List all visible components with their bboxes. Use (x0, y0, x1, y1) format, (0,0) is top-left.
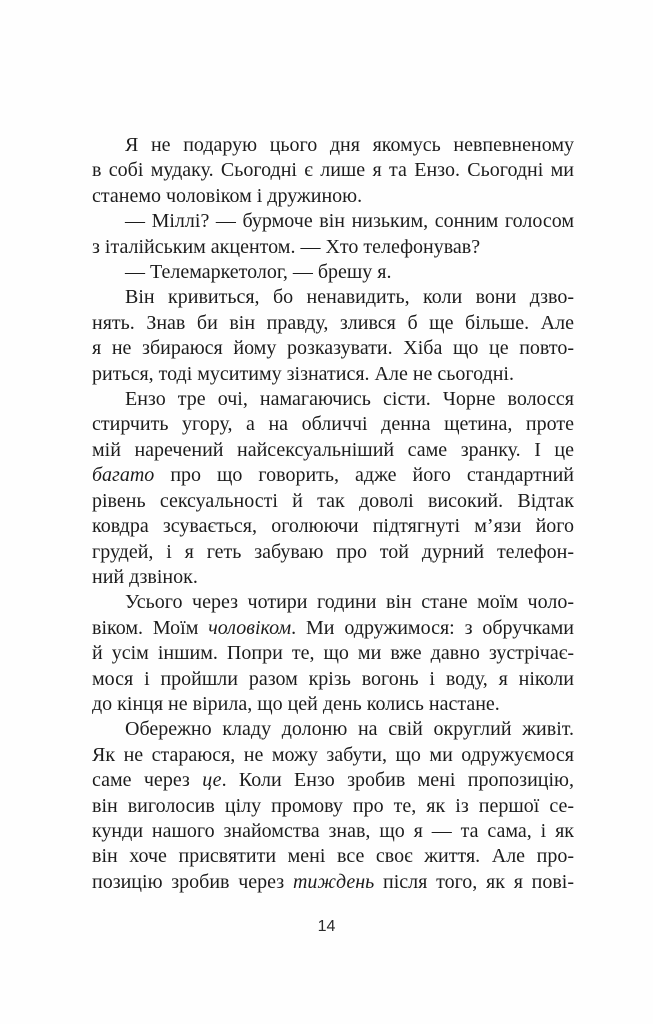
text-line (92, 387, 574, 412)
text-run: . Ми одружимося: з обручками (291, 616, 575, 639)
text-line (92, 158, 574, 183)
paragraph (92, 387, 574, 590)
text-run: — Телемаркетолог, — брешу я. (125, 261, 392, 284)
text-line (92, 641, 574, 666)
page-number: 14 (317, 918, 336, 935)
paragraph (92, 209, 574, 260)
text-line (92, 260, 574, 285)
italic-run: тиждень (292, 870, 375, 893)
text-run: віком. Моїм (92, 616, 209, 639)
text-run: риться, тоді муситиму зізнатися. Але не сьогодні. (92, 362, 514, 385)
text-run: грудей, і я геть забуваю про той дурний телефон- (92, 540, 574, 563)
text-run: саме через (92, 769, 203, 792)
paragraph (92, 590, 574, 717)
text-run: до кінця не вірила, що цей день колись настане. (92, 692, 500, 715)
text-run: . Коли Ензо зробив мені пропозицію, (221, 769, 574, 792)
text-run: ний дзвінок. (92, 565, 198, 588)
text-line (92, 616, 574, 641)
text-line (92, 844, 574, 869)
text-line (92, 489, 574, 514)
text-line (92, 412, 574, 437)
text-line (92, 540, 574, 565)
text-line (92, 336, 574, 361)
text-line (92, 717, 574, 742)
paragraph (92, 717, 574, 895)
text-line (92, 794, 574, 819)
text-line (92, 514, 574, 539)
text-line (92, 209, 574, 234)
text-line (92, 743, 574, 768)
text-line (92, 235, 574, 260)
text-line (92, 590, 574, 615)
text-line (92, 667, 574, 692)
text-run: станемо чоловіком і дружиною. (92, 184, 363, 207)
text-line (92, 819, 574, 844)
text-run: про що говорить, адже його стандартний (154, 464, 574, 487)
text-run: Я не подарую цього дня якомусь невпевненому (125, 134, 574, 156)
text-run: стирчить угору, а на обличчі денна щетина, проте (92, 413, 574, 436)
text-run: я не збираюся йому розказувати. Хіба що це повто- (92, 337, 574, 360)
text-line (92, 362, 574, 387)
text-run: Обережно кладу долоню на свій округлий живіт. (125, 718, 574, 741)
text-run: рівень сексуальності й так доволі високий. Відтак (92, 489, 574, 512)
text-line (92, 133, 574, 158)
text-run: Як не стараюся, не можу забути, що ми одружуємося (92, 743, 574, 766)
text-run: кунди нашого знайомства знав, що я — та сама, і як (92, 819, 574, 842)
text-run: він хоче присвятити мені все своє життя. Але про- (92, 845, 574, 868)
text-line (92, 285, 574, 310)
italic-run: багато (92, 464, 155, 487)
text-run: з італійським акцентом. — Хто телефонував? (92, 235, 481, 258)
text-run: нять. Знав би він правду, злився б ще більше. Але (92, 311, 574, 334)
text-run: він виголосив цілу промову про те, як із першої се- (92, 794, 574, 817)
paragraph (92, 285, 574, 387)
text-run: позицію зробив через (92, 870, 293, 893)
text-line (92, 311, 574, 336)
text-line (92, 692, 574, 717)
text-run: Він кривиться, бо ненавидить, коли вони дзво- (125, 286, 574, 309)
text-run: — Міллі? — бурмоче він низьким, сонним голосом (125, 210, 574, 233)
text-block (92, 133, 574, 895)
text-line (92, 438, 574, 463)
text-line (92, 565, 574, 590)
text-line (92, 184, 574, 209)
italic-run: чоловіком (208, 616, 292, 639)
text-run: мій наречений найсексуальніший саме зранку. І це (92, 438, 574, 461)
text-run: Усього через чотири години він стане моїм чоло- (125, 591, 574, 614)
paragraph (92, 260, 574, 285)
text-line (92, 463, 574, 488)
text-line (92, 870, 574, 895)
text-run: Ензо тре очі, намагаючись сісти. Чорне волосся (125, 388, 574, 411)
italic-run: це (202, 769, 222, 792)
text-run: в собі мудаку. Сьогодні є лише я та Ензо. Сьогодні ми (92, 159, 574, 182)
text-run: й усім іншим. Попри те, що ми вже давно зустрічає- (92, 642, 574, 665)
paragraph (92, 133, 574, 209)
text-line (92, 768, 574, 793)
text-run: після того, як я пові- (374, 870, 575, 893)
text-run: ковдра зсувається, оголюючи підтягнуті м’язи його (92, 515, 574, 538)
text-run: мося і пройшли разом крізь вогонь і воду, я ніколи (92, 667, 574, 690)
